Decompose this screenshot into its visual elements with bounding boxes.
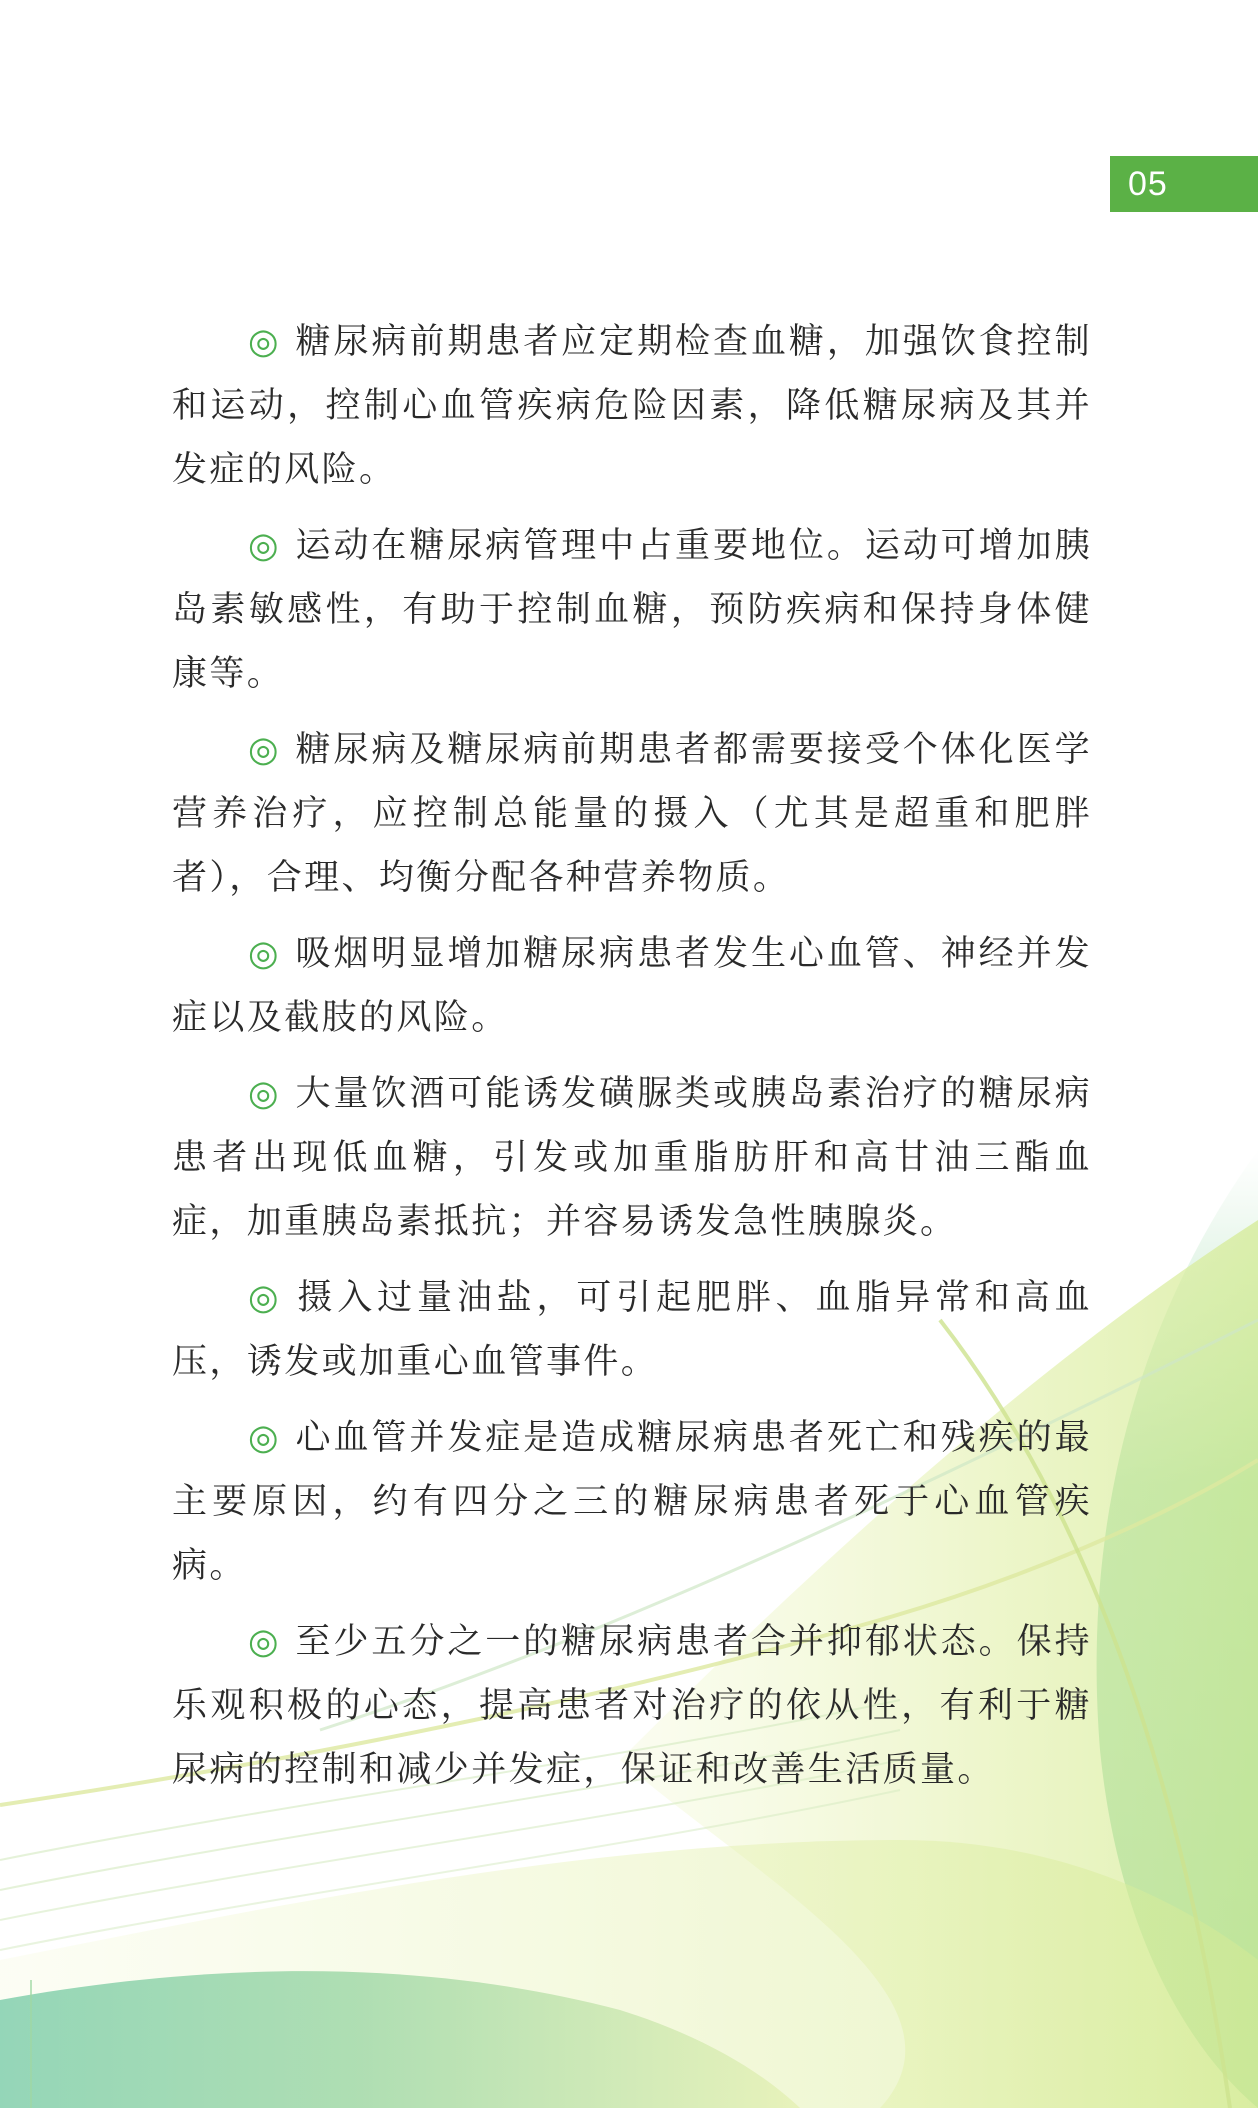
- paragraph-2: [172, 514, 1092, 706]
- paragraph-text: 糖尿病及糖尿病前期患者都需要接受个体化医学营养治疗，应控制总能量的摄入（尤其是超重和肥胖者），合理、均衡分配各种营养物质。: [172, 730, 1092, 898]
- bullet-icon: ◎: [248, 1074, 282, 1114]
- paragraph-3: [172, 718, 1092, 910]
- paragraph-8: [172, 1610, 1092, 1802]
- bullet-icon: ◎: [248, 1622, 282, 1662]
- bullet-icon: ◎: [248, 1418, 282, 1458]
- paragraph-6: [172, 1266, 1092, 1394]
- bullet-icon: ◎: [248, 730, 282, 770]
- paragraph-text: 摄入过量油盐，可引起肥胖、血脂异常和高血压，诱发或加重心血管事件。: [172, 1278, 1092, 1382]
- bullet-icon: ◎: [248, 526, 282, 566]
- bullet-icon: ◎: [248, 1278, 284, 1318]
- paragraph-text: 吸烟明显增加糖尿病患者发生心血管、神经并发症以及截肢的风险。: [172, 934, 1092, 1038]
- page-number-tab: [1110, 156, 1258, 212]
- paragraph-text: 糖尿病前期患者应定期检查血糖，加强饮食控制和运动，控制心血管疾病危险因素，降低糖尿病及其并发症的风险。: [172, 322, 1092, 490]
- paragraph-text: 心血管并发症是造成糖尿病患者死亡和残疾的最主要原因，约有四分之三的糖尿病患者死于心血管疾病。: [172, 1418, 1092, 1586]
- paragraph-text: 大量饮酒可能诱发磺脲类或胰岛素治疗的糖尿病患者出现低血糖，引发或加重脂肪肝和高甘油三酯血症，加重胰岛素抵抗；并容易诱发急性胰腺炎。: [172, 1074, 1092, 1242]
- paragraph-7: [172, 1406, 1092, 1598]
- paragraph-4: [172, 922, 1092, 1050]
- bullet-icon: ◎: [248, 322, 282, 362]
- bullet-icon: ◎: [248, 934, 282, 974]
- paragraph-text: 至少五分之一的糖尿病患者合并抑郁状态。保持乐观积极的心态，提高患者对治疗的依从性，有利于糖尿病的控制和减少并发症，保证和改善生活质量。: [172, 1622, 1092, 1790]
- main-content: [172, 310, 1092, 1814]
- paragraph-5: [172, 1062, 1092, 1254]
- page-number: 05: [1128, 165, 1168, 203]
- paragraph-text: 运动在糖尿病管理中占重要地位。运动可增加胰岛素敏感性，有助于控制血糖，预防疾病和保持身体健康等。: [172, 526, 1092, 694]
- paragraph-1: [172, 310, 1092, 502]
